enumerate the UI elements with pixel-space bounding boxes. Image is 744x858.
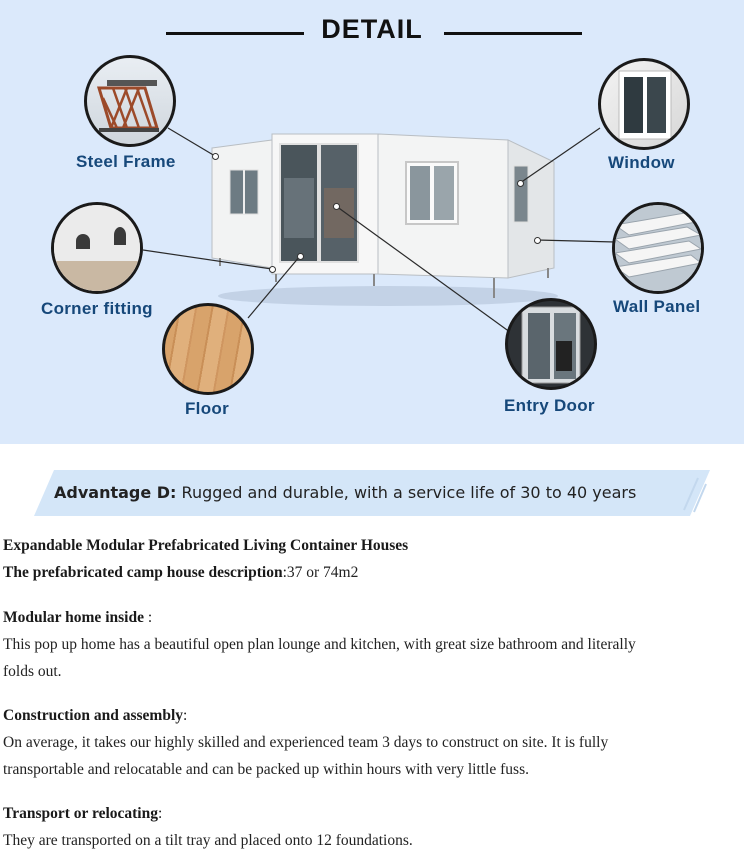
label-floor: Floor xyxy=(185,399,229,418)
label-steel-frame: Steel Frame xyxy=(76,152,176,171)
product-spec xyxy=(3,559,744,586)
section-modular-home xyxy=(3,604,744,685)
product-description xyxy=(3,532,744,586)
entry-door-image xyxy=(505,298,597,390)
steel-frame-image xyxy=(84,55,176,147)
section-heading: Construction and assembly: xyxy=(3,707,188,724)
label-entry-door: Entry Door xyxy=(504,396,595,415)
section-body: They are transported on a tilt tray and placed onto 12 foundations. xyxy=(3,832,413,849)
wall-panel-image xyxy=(612,202,704,294)
corner-fitting-image xyxy=(51,202,143,294)
pointer-dot xyxy=(297,253,304,260)
product-title: Expandable Modular Prefabricated Living Container Houses xyxy=(3,537,409,554)
pointer-dot xyxy=(333,203,340,210)
pointer-dot xyxy=(517,180,524,187)
label-wall-panel: Wall Panel xyxy=(613,297,701,316)
section-body: This pop up home has a beautiful open plan lounge and kitchen, with great size bathroom and literally xyxy=(3,636,636,653)
floor-image xyxy=(162,303,254,395)
label-corner-fitting: Corner fitting xyxy=(41,299,153,318)
advantage-banner xyxy=(34,470,710,516)
advantage-heading: Advantage D: xyxy=(54,483,177,502)
pointer-dot xyxy=(534,237,541,244)
section-transport xyxy=(3,800,744,854)
pointer-dot xyxy=(269,266,276,273)
section-body: transportable and relocatable and can be packed up within hours with very little fuss. xyxy=(3,761,529,778)
section-construction xyxy=(3,702,744,783)
advantage-text xyxy=(54,483,636,502)
section-heading: Transport or relocating: xyxy=(3,805,163,822)
section-body: On average, it takes our highly skilled and experienced team 3 days to construct on site. It is fully xyxy=(3,734,609,751)
spec-label: The prefabricated camp house description xyxy=(3,564,283,581)
pointer-dot xyxy=(212,153,219,160)
section-heading: Modular home inside : xyxy=(3,609,153,626)
advantage-body: Rugged and durable, with a service life of 30 to 40 years xyxy=(176,483,637,502)
label-window: Window xyxy=(608,153,675,172)
spec-value: :37 or 74m2 xyxy=(282,564,359,581)
window-image xyxy=(598,58,690,150)
detail-title: DETAIL xyxy=(321,14,423,44)
section-body: folds out. xyxy=(3,663,62,680)
